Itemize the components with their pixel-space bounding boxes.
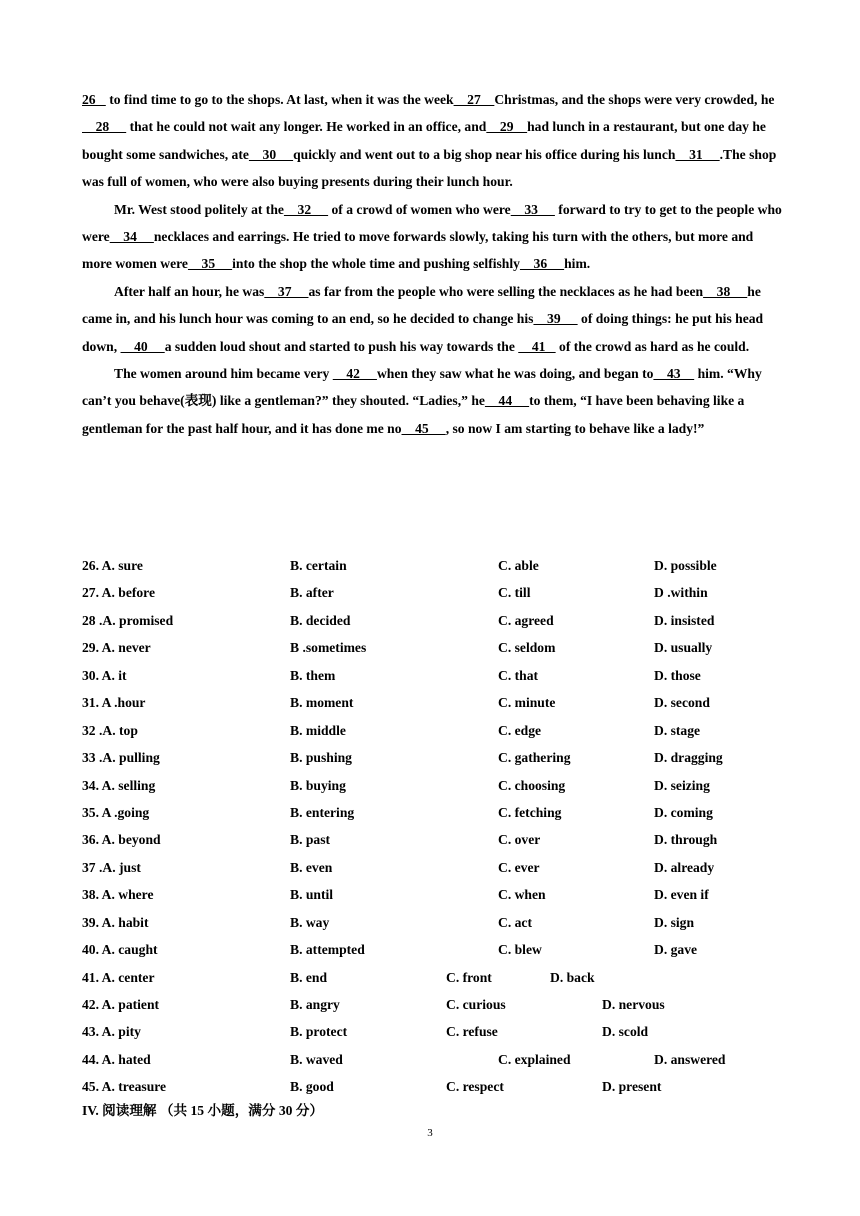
option-question-a[interactable]: 27. A. before (82, 585, 155, 601)
answer-blank[interactable]: 41 (518, 338, 556, 354)
passage-text: into the shop the whole time and pushing selfishly (232, 256, 520, 272)
passage-paragraph-1 (82, 86, 782, 196)
passage-text: of a crowd of women who were (328, 201, 511, 217)
passage-text: him. “Why can’t you behave(表现) like a gentleman?” they shouted. “Ladies,” he (82, 366, 762, 409)
answer-blank[interactable]: 30 (248, 146, 294, 162)
answer-blank[interactable]: 27 (453, 92, 495, 107)
option-question-a[interactable]: 26. A. sure (82, 558, 143, 573)
option-question-a[interactable]: 41. A. center (82, 969, 155, 985)
passage-text: as far from the people who were selling the necklaces as he had been (308, 283, 704, 299)
option-d[interactable]: D. nervous (602, 997, 665, 1012)
option-question-a[interactable]: 44. A. hated (82, 1051, 151, 1067)
option-d[interactable]: D. insisted (654, 612, 715, 628)
option-d[interactable]: D. scold (602, 1024, 649, 1040)
option-row (82, 854, 782, 881)
answer-blank[interactable]: 38 (703, 283, 748, 299)
option-c[interactable]: C. when (498, 887, 546, 903)
answer-blank[interactable]: 34 (109, 229, 154, 245)
option-question-a[interactable]: 28 .A. promised (82, 612, 174, 628)
option-c[interactable]: C. curious (446, 997, 506, 1012)
option-b[interactable]: B. attempted (290, 942, 365, 958)
option-b[interactable]: B. moment (290, 695, 354, 711)
option-d[interactable]: D. seizing (654, 777, 710, 793)
option-c[interactable]: C. front (446, 969, 492, 985)
option-row (82, 717, 782, 744)
option-question-a[interactable]: 45. A. treasure (82, 1079, 167, 1095)
option-row (82, 689, 782, 716)
option-question-a[interactable]: 38. A. where (82, 887, 154, 903)
passage-text: had lunch in a restaurant, but one day he bought some sandwiches, ate (82, 119, 766, 162)
option-row (82, 909, 782, 936)
option-b[interactable]: B. pushing (290, 750, 352, 766)
option-question-a[interactable]: 30. A. it (82, 667, 127, 683)
option-b[interactable]: B. protect (290, 1024, 348, 1040)
passage-text: when they saw what he was doing, and began to (376, 366, 654, 382)
option-row (82, 772, 782, 799)
option-b[interactable]: B. until (290, 887, 334, 903)
option-d[interactable]: D. coming (654, 804, 713, 820)
option-b[interactable]: B. waved (290, 1051, 343, 1067)
answer-options (82, 552, 782, 1101)
option-c[interactable]: C. blew (498, 942, 542, 958)
passage-paragraph-4 (82, 360, 782, 442)
option-question-a[interactable]: 43. A. pity (82, 1024, 141, 1040)
option-row (82, 634, 782, 661)
option-row (82, 881, 782, 908)
passage-text: After half an hour, he was (114, 283, 265, 299)
passage-text: .The shop was full of women, who were also buying presents during their lunch hour. (82, 146, 777, 190)
option-c[interactable]: C. gathering (498, 750, 571, 766)
option-row (82, 662, 782, 689)
option-row (82, 744, 782, 771)
option-question-a[interactable]: 34. A. selling (82, 777, 156, 793)
option-b[interactable]: B. past (290, 832, 331, 848)
page-number: 3 (427, 1127, 433, 1139)
option-d[interactable]: D. dragging (654, 750, 723, 766)
option-c[interactable]: C. minute (498, 695, 556, 711)
passage-text: , so now I am starting to behave like a lady!” (445, 420, 705, 436)
passage-text: necklaces and earrings. He tried to move forwards slowly, taking his turn with the others, but more and more women were (82, 229, 754, 272)
option-d[interactable]: D. present (602, 1079, 662, 1095)
passage-text: to find time to go to the shops. At last, when it was the week (105, 92, 454, 107)
option-b[interactable]: B. them (290, 667, 336, 683)
option-question-a[interactable]: 29. A. never (82, 640, 151, 656)
option-d[interactable]: D. those (654, 667, 701, 683)
answer-blank[interactable]: 31 (675, 146, 720, 162)
option-b[interactable]: B. certain (290, 558, 347, 573)
option-d[interactable]: D. already (654, 859, 715, 875)
option-row (82, 964, 782, 991)
option-c[interactable]: C. choosing (498, 777, 566, 793)
passage-text: of doing things: he put his head down, (82, 311, 764, 354)
option-c[interactable]: C. able (498, 558, 539, 573)
option-b[interactable]: B. after (290, 585, 334, 601)
option-b[interactable]: B. way (290, 914, 330, 930)
option-question-a[interactable]: 39. A. habit (82, 914, 149, 930)
option-c[interactable]: C. agreed (498, 612, 554, 628)
option-b[interactable]: B. end (290, 969, 328, 985)
option-question-a[interactable]: 35. A .going (82, 804, 150, 820)
passage-text: Mr. West stood politely at the (114, 201, 284, 217)
passage-text: quickly and went out to a big shop near his office during his lunch (293, 146, 676, 162)
option-c[interactable]: C. respect (446, 1079, 504, 1095)
option-d[interactable]: D. back (550, 969, 595, 985)
section-title: IV. 阅读理解 （共 15 小题，满分 30 分） (82, 1103, 324, 1118)
answer-blank[interactable]: 28 (82, 119, 127, 135)
option-b[interactable]: B. angry (290, 997, 340, 1012)
option-c[interactable]: C. over (498, 832, 541, 848)
option-row (82, 991, 782, 1018)
answer-blank[interactable]: 45 (401, 420, 446, 436)
option-d[interactable]: D .within (654, 585, 708, 601)
answer-blank[interactable]: 29 (486, 119, 528, 135)
option-question-a[interactable]: 33 .A. pulling (82, 750, 160, 766)
answer-blank[interactable]: 39 (533, 311, 578, 327)
option-row (82, 579, 782, 606)
option-row (82, 936, 782, 963)
answer-blank[interactable]: 43 (653, 366, 695, 382)
passage-paragraph-3 (82, 278, 782, 360)
option-d[interactable]: D. gave (654, 942, 698, 958)
option-c[interactable]: C. ever (498, 859, 540, 875)
answer-blank[interactable]: 42 (332, 366, 377, 382)
answer-blank[interactable]: 37 (264, 283, 309, 299)
option-d[interactable]: D. second (654, 695, 710, 711)
option-row (82, 1073, 782, 1100)
option-c[interactable]: C. seldom (498, 640, 556, 656)
option-c[interactable]: C. edge (498, 722, 542, 738)
option-b[interactable]: B .sometimes (290, 640, 367, 656)
answer-blank[interactable]: 33 (510, 201, 555, 217)
option-c[interactable]: C. refuse (446, 1024, 498, 1040)
option-b[interactable]: B. buying (290, 777, 346, 793)
option-question-a[interactable]: 42. A. patient (82, 997, 160, 1012)
cloze-passage (82, 86, 782, 442)
option-row (82, 1046, 782, 1073)
answer-blank[interactable]: 32 (283, 201, 329, 217)
option-row (82, 552, 782, 579)
passage-text: that he could not wait any longer. He worked in an office, and (126, 119, 487, 135)
passage-text: forward to try to get to the people who were (82, 201, 782, 245)
option-c[interactable]: C. act (498, 914, 532, 930)
passage-text: he came in, and his lunch hour was coming to an end, so he decided to change his (82, 283, 761, 327)
passage-text: Christmas, and the shops were very crowded, he (494, 92, 775, 107)
option-c[interactable]: C. explained (498, 1051, 571, 1067)
option-c[interactable]: C. till (498, 585, 531, 601)
answer-blank[interactable]: 26 (82, 92, 106, 107)
passage-text: him. (564, 256, 591, 272)
answer-blank[interactable]: 40 (120, 338, 165, 354)
option-b[interactable]: B. even (290, 859, 333, 875)
option-question-a[interactable]: 36. A. beyond (82, 832, 161, 848)
passage-text: of the crowd as hard as he could. (555, 338, 750, 354)
option-b[interactable]: B. good (290, 1079, 334, 1095)
option-question-a[interactable]: 40. A. caught (82, 942, 158, 958)
option-b[interactable]: B. entering (290, 804, 355, 820)
passage-text: to them, “I have been behaving like a gentleman for the past half hour, and it has done me no (82, 393, 745, 436)
option-d[interactable]: D. answered (654, 1051, 726, 1067)
option-question-a[interactable]: 31. A .hour (82, 695, 146, 711)
option-d[interactable]: D. through (654, 832, 718, 848)
option-row (82, 607, 782, 634)
answer-blank[interactable]: 36 (519, 256, 565, 272)
option-row (82, 826, 782, 853)
option-c[interactable]: C. fetching (498, 804, 562, 820)
option-d[interactable]: D. usually (654, 640, 713, 656)
option-b[interactable]: B. decided (290, 612, 351, 628)
option-b[interactable]: B. middle (290, 722, 346, 738)
option-c[interactable]: C. that (498, 667, 539, 683)
passage-text: The women around him became very (114, 366, 333, 382)
answer-blank[interactable]: 44 (484, 393, 530, 409)
option-d[interactable]: D. possible (654, 558, 717, 573)
option-d[interactable]: D. even if (654, 887, 709, 903)
option-row (82, 1018, 782, 1045)
option-d[interactable]: D. stage (654, 722, 701, 738)
passage-paragraph-2 (82, 196, 782, 278)
answer-blank[interactable]: 35 (187, 256, 233, 272)
option-d[interactable]: D. sign (654, 914, 695, 930)
option-question-a[interactable]: 37 .A. just (82, 859, 141, 875)
option-question-a[interactable]: 32 .A. top (82, 722, 138, 738)
passage-text: a sudden loud shout and started to push his way towards the (164, 338, 519, 354)
option-row (82, 799, 782, 826)
